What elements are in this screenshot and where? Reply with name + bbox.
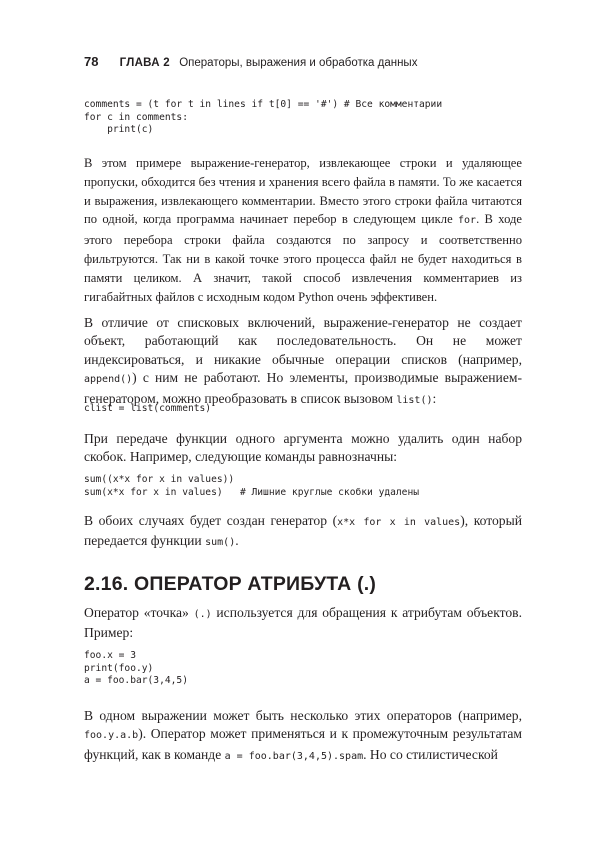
- inline-code: sum(): [205, 537, 236, 549]
- code-line: clist = list(comments): [84, 403, 212, 414]
- paragraph-dot-operator: Оператор «точка» (.) используется для обращения к атрибутам объектов. Пример:: [84, 605, 522, 641]
- code-line: foo.x = 3: [84, 650, 136, 661]
- code-line: print(foo.y): [84, 662, 154, 674]
- inline-code: append(): [84, 374, 133, 386]
- code-line: for c in comments:: [84, 111, 188, 123]
- code-line: comments = (t for t in lines if t[0] == '#') # Все комментарии: [84, 99, 443, 110]
- page-number: 78: [84, 54, 99, 69]
- paragraph-both-cases: В обоих случаях будет создан генератор (x*x for x in values), который передается функции sum().: [84, 513, 522, 549]
- code-block-list: [84, 403, 211, 416]
- code-line: sum(x*x for x in values) # Лишние круглые скобки удалены: [84, 486, 420, 498]
- code-block-sum: [84, 474, 419, 499]
- paragraph-generator-file: В этом примере выражение-генератор, извлекающее строки и удаляющее пропуски, обходится без чтения и хранения всего файла в памяти. То же касается и выражения, извлекающего комментарии. Вместо этого строки файла читаются по одной, когда программа начинает перебор в следующем цикле for. В ходе этого перебора строки файла создаются по запросу и соответственно фильтруются. Так ни в какой точке этого процесса файл не будет находиться в памяти целиком. А значит, такой способ извлечения комментариев из гигабайтных файлов с исходным кодом Python очень эффективен.: [84, 156, 523, 304]
- code-line: a = foo.bar(3,4,5): [84, 675, 188, 686]
- inline-code: x*x for x in values: [337, 517, 461, 528]
- inline-code: (.): [193, 609, 212, 620]
- paragraph-single-argument: При передаче функции одного аргумента можно удалить один набор скобок. Например, следующие команды равнозначны:: [84, 431, 522, 465]
- chapter-label: ГЛАВА 2: [119, 57, 171, 69]
- running-header: [84, 54, 524, 72]
- section-heading: 2.16. ОПЕРАТОР АТРИБУТА (.): [84, 573, 377, 595]
- code-line: print(c): [84, 124, 154, 135]
- code-line: sum((x*x for x in values)): [84, 474, 235, 485]
- inline-code: a = foo.bar(3,4,5).spam: [224, 750, 364, 762]
- paragraph-chained-operators: В одном выражении может быть несколько этих операторов (например, foo.y.a.b). Оператор может применяться и к промежуточным результатам функций, как в команде a = foo.bar(3,4,5).spam. Но со стилистической: [84, 708, 522, 762]
- inline-code: for: [458, 215, 477, 227]
- chapter-title: Операторы, выражения и обработка данных: [179, 57, 418, 69]
- inline-code: foo.y.a.b: [84, 730, 139, 742]
- inline-code: list(): [396, 394, 433, 406]
- paragraph-not-sequence: В отличие от списковых включений, выражение-генератор не создает объект, работающий как последовательность. Он не может индексироваться, и никакие обычные операции списков (например, append()) с ним не работают. Но элементы, производимые выражением-генератором, можно преобразовать в список вызовом list():: [84, 315, 522, 406]
- code-block-comments: [84, 99, 442, 137]
- code-block-attributes: [84, 650, 188, 688]
